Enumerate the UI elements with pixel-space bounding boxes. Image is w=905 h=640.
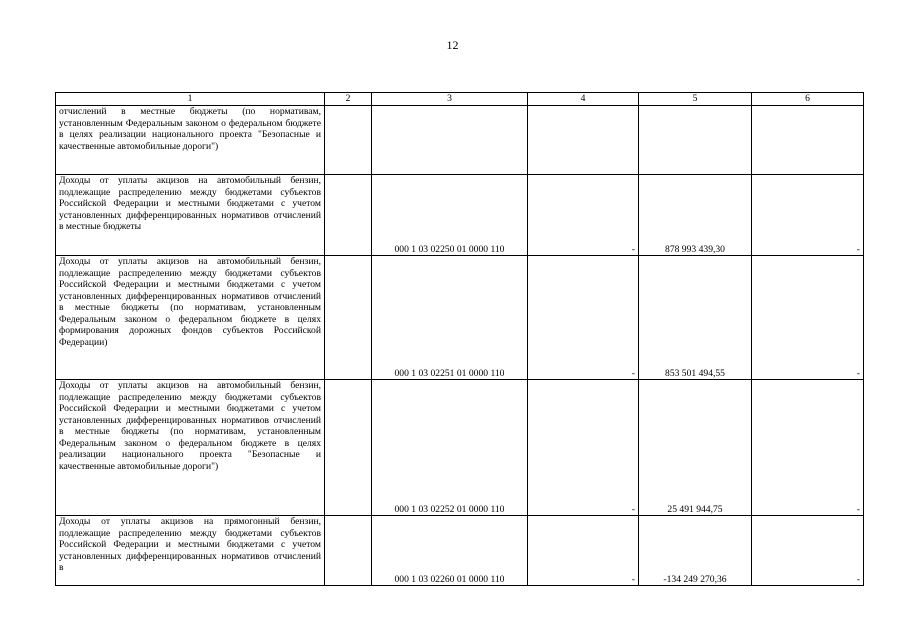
- row-description: Доходы от уплаты акцизов на прямогонный бензин, подлежащие распределению между бюджетами субъектов Российской Федерации и местными бюджетами с учетом установленных дифференцированных нормативов отчислений в: [56, 516, 325, 586]
- row-col2: [325, 106, 372, 175]
- budget-revenue-table: [55, 92, 864, 586]
- row-col2: [325, 175, 372, 256]
- row-code: [372, 106, 528, 175]
- row-col4: -: [528, 256, 639, 380]
- column-header: 4: [528, 93, 639, 106]
- column-header: 2: [325, 93, 372, 106]
- row-col4: [528, 106, 639, 175]
- row-col4: -: [528, 175, 639, 256]
- row-col2: [325, 516, 372, 586]
- row-col4: -: [528, 516, 639, 586]
- row-description: отчислений в местные бюджеты (по нормативам, установленным Федеральным законом о федеральном бюджете в целях реализации национального проекта "Безопасные и качественные автомобильные дороги"): [56, 106, 325, 175]
- table-row: [56, 380, 864, 516]
- row-code: 000 1 03 02250 01 0000 110: [372, 175, 528, 256]
- row-description: Доходы от уплаты акцизов на автомобильный бензин, подлежащие распределению между бюджетами субъектов Российской Федерации и местными бюджетами с учетом установленных дифференцированных нормативов отчислений в местные бюджеты (по нормативам, установленным Федеральным законом о федеральном бюджете в целях реализации национального проекта "Безопасные и качественные автомобильные дороги"): [56, 380, 325, 516]
- row-code: 000 1 03 02251 01 0000 110: [372, 256, 528, 380]
- row-amount: 853 501 494,55: [639, 256, 752, 380]
- table-row: [56, 256, 864, 380]
- column-header: 6: [752, 93, 864, 106]
- row-code: 000 1 03 02260 01 0000 110: [372, 516, 528, 586]
- row-description: Доходы от уплаты акцизов на автомобильный бензин, подлежащие распределению между бюджетами субъектов Российской Федерации и местными бюджетами с учетом установленных дифференцированных нормативов отчислений в местные бюджеты (по нормативам, установленным Федеральным законом о федеральном бюджете в целях формирования дорожных фондов субъектов Российской Федерации): [56, 256, 325, 380]
- row-col4: -: [528, 380, 639, 516]
- page-number: 12: [446, 38, 459, 52]
- row-description: Доходы от уплаты акцизов на автомобильный бензин, подлежащие распределению между бюджетами субъектов Российской Федерации и местными бюджетами с учетом установленных дифференцированных нормативов отчислений в местные бюджеты: [56, 175, 325, 256]
- column-header: 3: [372, 93, 528, 106]
- row-col6: [752, 106, 864, 175]
- row-amount: -134 249 270,36: [639, 516, 752, 586]
- row-col2: [325, 380, 372, 516]
- row-col2: [325, 256, 372, 380]
- row-col6: -: [752, 175, 864, 256]
- table-row: [56, 516, 864, 586]
- column-number-row: [56, 93, 864, 106]
- column-header: 1: [56, 93, 325, 106]
- row-col6: -: [752, 380, 864, 516]
- row-amount: [639, 106, 752, 175]
- table-row: [56, 175, 864, 256]
- row-amount: 25 491 944,75: [639, 380, 752, 516]
- table-row: [56, 106, 864, 175]
- row-col6: -: [752, 516, 864, 586]
- row-col6: -: [752, 256, 864, 380]
- column-header: 5: [639, 93, 752, 106]
- row-amount: 878 993 439,30: [639, 175, 752, 256]
- row-code: 000 1 03 02252 01 0000 110: [372, 380, 528, 516]
